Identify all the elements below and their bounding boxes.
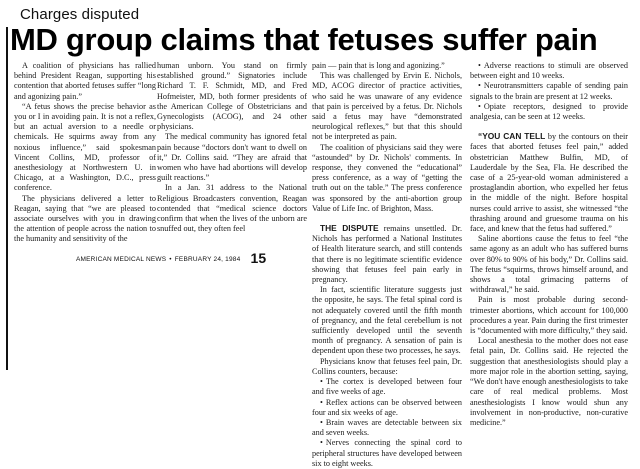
paragraph-text: by the contours on their faces that aborted fetuses feel pain,” added obstetrician Matthew Bulfin, MD, of Lauderdale by the Sea, Fla. He described the case of a 25-year-old woman administered a prostaglandin abortion, who expelled her fetus in the middle of the night. Before hospital nurses could arrive to assist, she witnessed “the thrashing around and gruesome trauma on his face, and knew that the fetus had suffered.” — [470, 132, 628, 234]
section-gap — [470, 122, 628, 131]
paragraph: This was challenged by Ervin E. Nichols, MD, ACOG director of practice activities, who said he was unaware of any evidence that pain is perceived by a fetus. Dr. Nichols said a fetus may have “demonstrated neurological reflexes,” but that this should not be interpreted as pain. — [312, 71, 462, 142]
subhead-paragraph — [312, 223, 462, 285]
page-number: 15 — [250, 250, 267, 266]
bullet-item: • Reflex actions can be observed between four and six weeks of age. — [312, 398, 462, 418]
paragraph: Pain is most probable during second-trimester abortions, which account for 100,000 procedures a year. Pain during the first trimester is “documented with more difficulty,” they said. — [470, 295, 628, 336]
paragraph: The physicians delivered a letter to Reagan, saying that “we are pleased to associate ourselves with you in drawing the attention of people across the nation to the humanity and sensitivity of the — [14, 193, 156, 244]
paragraph: Saline abortions cause the fetus to feel “the same agony as an adult who has suffered burns over 80% to 90% of his body,” Dr. Collins said. The fetus “squirms, throws himself around, and shows a total grimacing patterns of withdrawal,” he said. — [470, 234, 628, 295]
paragraph: In a Jan. 31 address to the National Religious Broadcasters convention, Reagan contended that “medical science doctors confirm that when the lives of the unborn are snuffed out, they often feel — [157, 183, 307, 234]
subhead-you-can-tell: “YOU CAN TELL — [478, 131, 546, 142]
paragraph: A coalition of physicians has rallied behind President Reagan, supporting his contention that aborted fetuses suffer “long and agonizing pain.” — [14, 61, 156, 101]
paragraph: “A fetus shows the precise behavior as you or I in avoiding pain. It is not a reflex, but an actual aversion to a needle or chemicals. He squirms away from any noxious influence,” said spokesman Vincent Collins, MD, professor of anesthesiology at Northwestern U. in Chicago, at a Washington, D.C., press conference. — [14, 101, 156, 193]
bullet-item: • Neurotransmitters capable of sending pain signals to the brain are present at 12 weeks. — [470, 81, 628, 101]
paragraph: Local anesthesia to the mother does not ease fetal pain, Dr. Collins said. He rejected the suggestion that anesthesiologists should play a more major role in the abortion setting, saying, “We don't have enough anesthesiologists to take care of real medical problems. Most anesthesiologists I know would shun any involvement in non-productive, non-curative medicine.” — [470, 336, 628, 427]
bullet-item: • The cortex is developed between four and five weeks of age. — [312, 377, 462, 397]
bullet-item: • Brain waves are detectable between six and seven weeks. — [312, 418, 462, 438]
article-column-3 — [312, 61, 462, 469]
bullet-item: • Opiate receptors, designed to provide analgesia, can be seen at 12 weeks. — [470, 102, 628, 122]
bullet-item: • Nerves connecting the spinal cord to peripheral structures have developed between six to eight weeks. — [312, 438, 462, 469]
publication-name: AMERICAN MEDICAL NEWS — [76, 256, 167, 263]
subhead-the-dispute: THE DISPUTE — [320, 223, 379, 234]
bullet-separator: • — [169, 256, 172, 263]
kicker: Charges disputed — [20, 6, 140, 23]
article-column-4 — [470, 61, 628, 428]
paragraph: The medical community has ignored fetal pain because “doctors don't want to dwell on it,” Dr. Collins said. “They are afraid that women who have had abortions will develop guilt reactions.” — [157, 132, 307, 183]
left-column-rule — [6, 27, 8, 370]
bullet-item: • Adverse reactions to stimuli are observed between eight and 10 weeks. — [470, 61, 628, 81]
page-footer — [76, 250, 266, 266]
paragraph: pain — pain that is long and agonizing.” — [312, 61, 445, 70]
paragraph: Physicians know that fetuses feel pain, Dr. Collins counters, because: — [312, 356, 462, 376]
section-gap — [312, 214, 462, 223]
paragraph: The coalition of physicians said they were “astounded” by Dr. Nichols' comments. In response, they convened the “educational” press conference, as a way of “getting the truth out on the table.” The press conference was sponsored by the anti-abortion group Value of Life Inc. of Brighton, Mass. — [312, 142, 462, 213]
paragraph: human unborn. You stand on firmly established ground.” Signatories include Richard T. F. Schmidt, MD, and Fred Hofmeister, MD, both former presidents of the American College of Obstetricians and Gynecologists (ACOG), and 24 other physicians. — [157, 61, 307, 132]
subhead-paragraph — [470, 131, 628, 234]
article-column-1 — [14, 61, 156, 245]
publication-date: FEBRUARY 24, 1984 — [174, 256, 241, 263]
paragraph: In fact, scientific literature suggests just the opposite, he says. The fetal spinal cord is not adequately covered until the fifth month of pregnancy, and the fetal cerebellum is not sufficiently developed until the seventh month of pregnancy. A sensation of pain is dependent upon these two processes, he says. — [312, 285, 462, 356]
article-column-2 — [157, 61, 307, 234]
paragraph-text: remains unsettled. Dr. Nichols has performed a National Institutes of Health literature search, and still contends that there is no legitimate scientific evidence showing that fetuses feel pain early in pregnancy. — [312, 224, 463, 285]
headline: MD group claims that fetuses suffer pain — [10, 22, 598, 57]
